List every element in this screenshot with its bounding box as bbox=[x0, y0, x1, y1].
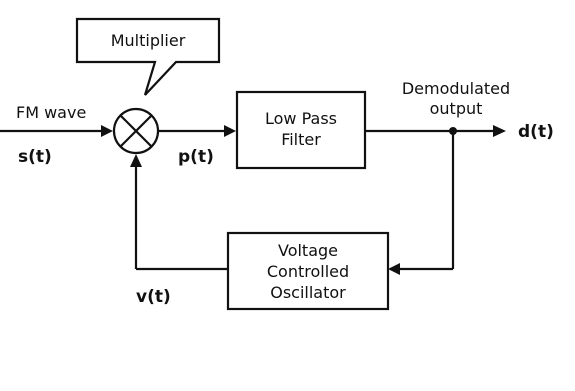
mixer-output-signal-label: p(t) bbox=[178, 147, 214, 167]
mixer-to-lpf-arrowhead bbox=[224, 125, 236, 137]
vco-label-line1: Voltage bbox=[277, 241, 339, 260]
lpf-label-line2: Filter bbox=[281, 130, 321, 149]
output-label-line1: Demodulated bbox=[401, 79, 511, 98]
multiplier-callout-text: Multiplier bbox=[110, 31, 186, 50]
output-arrowhead bbox=[493, 125, 506, 137]
output-label-line2: output bbox=[429, 99, 483, 118]
input-wave-label: FM wave bbox=[16, 103, 87, 122]
vco-label-line3: Oscillator bbox=[270, 283, 346, 302]
lpf-label-line1: Low Pass bbox=[265, 109, 337, 128]
vco-to-mixer-arrowhead bbox=[130, 154, 142, 167]
feedback-signal-label: v(t) bbox=[136, 287, 171, 307]
input-signal-label: s(t) bbox=[18, 147, 52, 167]
vco-label-line2: Controlled bbox=[266, 262, 350, 281]
multiplier-symbol bbox=[114, 109, 158, 153]
output-signal-label: d(t) bbox=[518, 122, 554, 142]
feedback-to-vco-arrowhead bbox=[388, 263, 400, 275]
input-arrowhead bbox=[101, 125, 113, 137]
